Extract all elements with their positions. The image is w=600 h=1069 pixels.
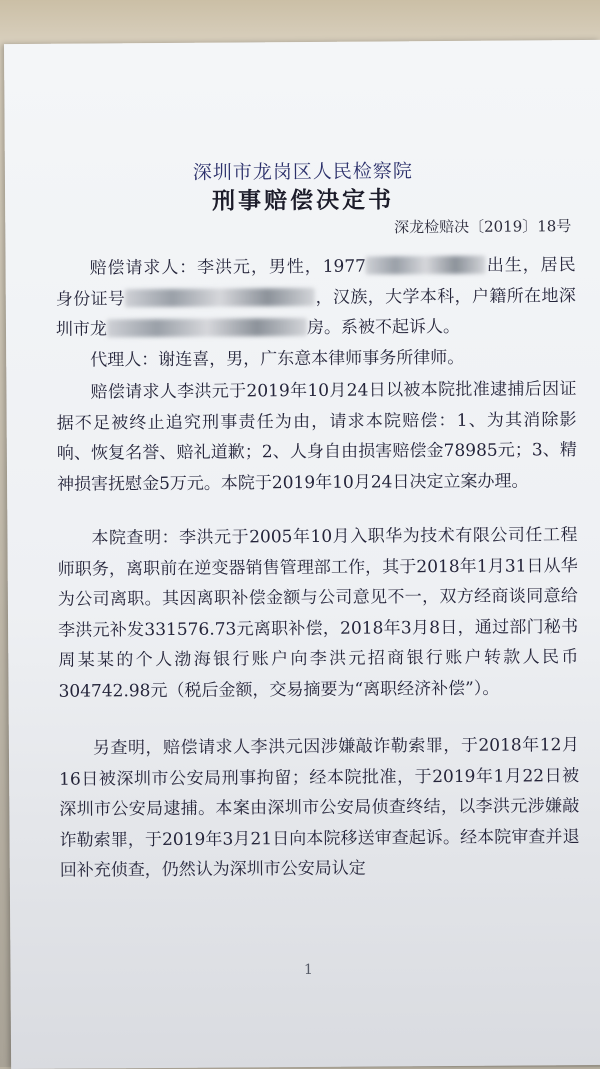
document-title: 刑事赔偿决定书 [212, 186, 395, 215]
claimant-text-c: ，汉族，大学本科，户籍所在地深圳市龙 [55, 285, 576, 340]
redacted-birthdate [366, 256, 486, 275]
claimant-text-d: 房。系被不起诉人。 [306, 316, 461, 338]
document-number: 深龙检赔决〔2019〕18号 [393, 217, 572, 237]
redacted-address [107, 318, 307, 337]
finding-paragraph: 本院查明：李洪元于2005年10月入职华为技术有限公司任工程师职务，离职前在逆变器销售管理部工作，其于2018年1月31日从华为公司离职。其因离职补偿金额与公司意见不一，双方经商谈同意给李洪元补发331576.73元离职补偿，2018年3月8日，通过部门秘书周某某的个人渤海银行账户向李洪元招商银行账户转款人民币304742.98元（税后金额，交易摘要为“离职经济补偿”）。 [57, 525, 579, 702]
further-finding-paragraph: 另查明，赔偿请求人李洪元因涉嫌敲诈勒索罪，于2018年12月16日被深圳市公安局刑事拘留；经本院批准，于2019年1月22日被深圳市公安局逮捕。本案由深圳市公安局侦查终结，以李洪元涉嫌敲诈勒索罪，于2019年3月21日向本院移送审查起诉。经本院审查并退回补充侦查，仍然认为深圳市公安局认定 [59, 735, 580, 881]
request-paragraph: 赔偿请求人李洪元于2019年10月24日以被本院批准逮捕后因证据不足被终止追究刑事责任为由，请求本院赔偿：1、为其消除影响、恢复名誉、赔礼道歉；2、人身自由损害赔偿金78985元；3、精神损害抚慰金5万元。本院于2019年10月24日决定立案办理。 [56, 379, 577, 495]
agent-paragraph: 代理人：谢连喜，男，广东意本律师事务所律师。 [90, 347, 465, 371]
claimant-paragraph [55, 250, 576, 345]
document-page [4, 40, 600, 1069]
issuing-organization: 深圳市龙岗区人民检察院 [192, 160, 413, 184]
claimant-text-b: 出生，居民身份证号 [55, 255, 576, 310]
redacted-id-number [125, 287, 315, 306]
page-number: 1 [303, 961, 313, 979]
claimant-text-a: 赔偿请求人：李洪元，男性，1977 [89, 256, 366, 279]
